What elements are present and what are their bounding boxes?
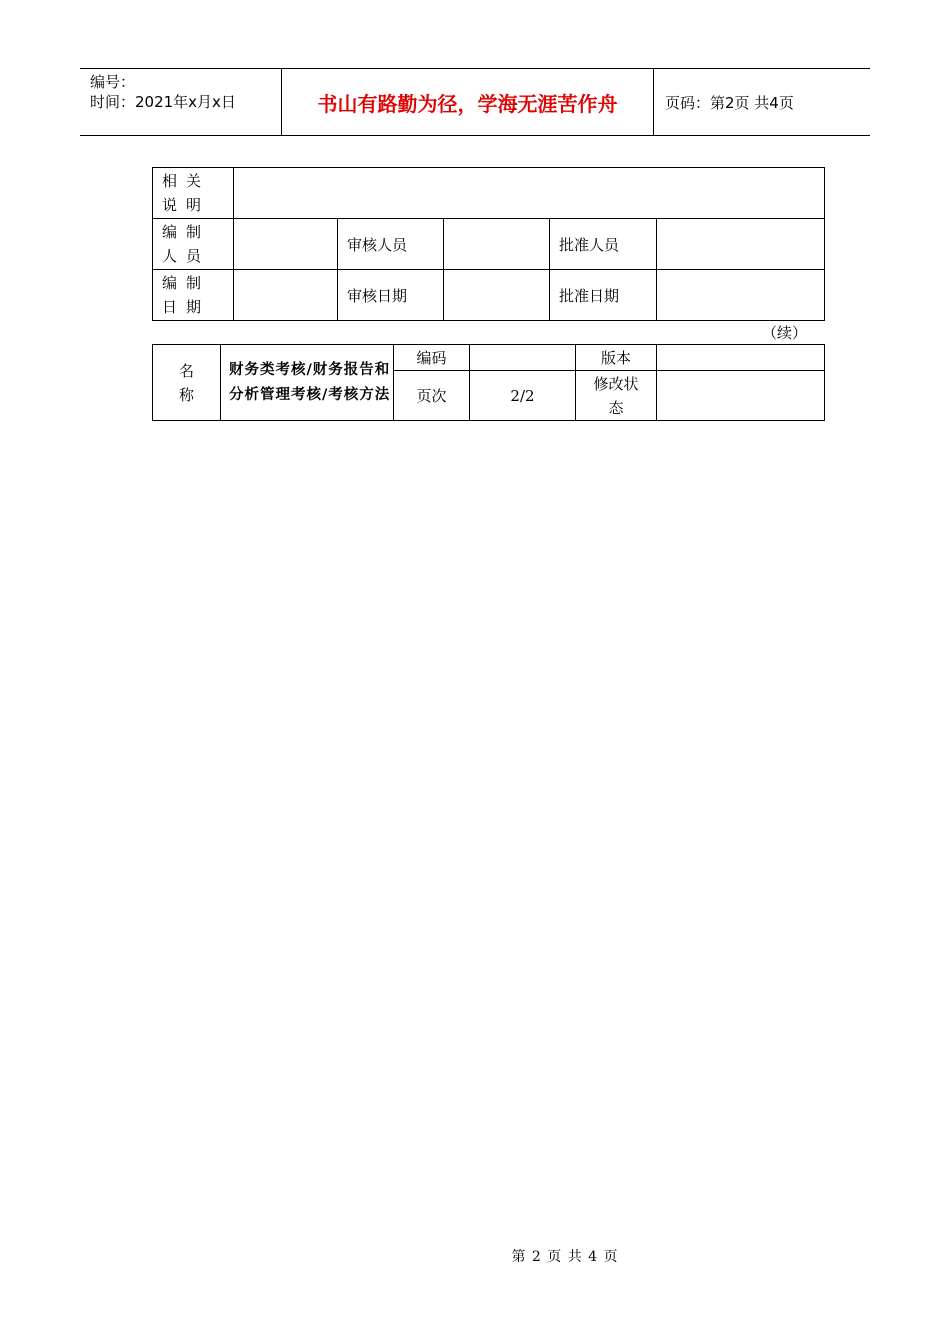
compile-date-value — [234, 270, 338, 321]
header-left — [80, 69, 281, 135]
version-value — [657, 345, 825, 371]
header-motto: 书山有路勤为径，学海无涯苦作舟 — [281, 69, 654, 135]
revision-value — [657, 371, 825, 421]
header-page-info: 页码：第2页 共4页 — [665, 93, 794, 112]
page-header — [80, 68, 870, 136]
approver-value — [657, 219, 825, 270]
approve-date-value — [657, 270, 825, 321]
approver-label: 批准人员 — [550, 219, 657, 270]
approve-date-label: 批准日期 — [550, 270, 657, 321]
version-label: 版本 — [576, 345, 657, 371]
approval-table — [152, 167, 825, 321]
code-value — [470, 345, 576, 371]
table-row — [153, 345, 825, 371]
code-label: 编号： — [90, 73, 136, 91]
reviewer-label: 审核人员 — [338, 219, 444, 270]
page-label: 页次 — [394, 371, 470, 421]
desc-value — [234, 168, 825, 219]
name-value: 财务类考核/财务报告和分析管理考核/考核方法 — [221, 345, 394, 421]
page-footer: 第 2 页 共 4 页 — [511, 1249, 619, 1265]
table-row — [153, 219, 825, 270]
table-row — [153, 270, 825, 321]
compiler-label: 编制人员 — [153, 219, 234, 270]
compile-date-label: 编制日期 — [153, 270, 234, 321]
table-row — [153, 168, 825, 219]
name-label: 名称 — [153, 345, 221, 421]
review-date-value — [444, 270, 550, 321]
revision-label: 修改状态 — [576, 371, 657, 421]
page-value: 2/2 — [470, 371, 576, 421]
code-label: 编码 — [394, 345, 470, 371]
continued-note: （续） — [762, 324, 808, 342]
date-label: 时间：2021年x月x日 — [90, 93, 236, 111]
desc-label: 相关说明 — [153, 168, 234, 219]
compiler-value — [234, 219, 338, 270]
review-date-label: 审核日期 — [338, 270, 444, 321]
document-info-table — [152, 344, 825, 421]
reviewer-value — [444, 219, 550, 270]
